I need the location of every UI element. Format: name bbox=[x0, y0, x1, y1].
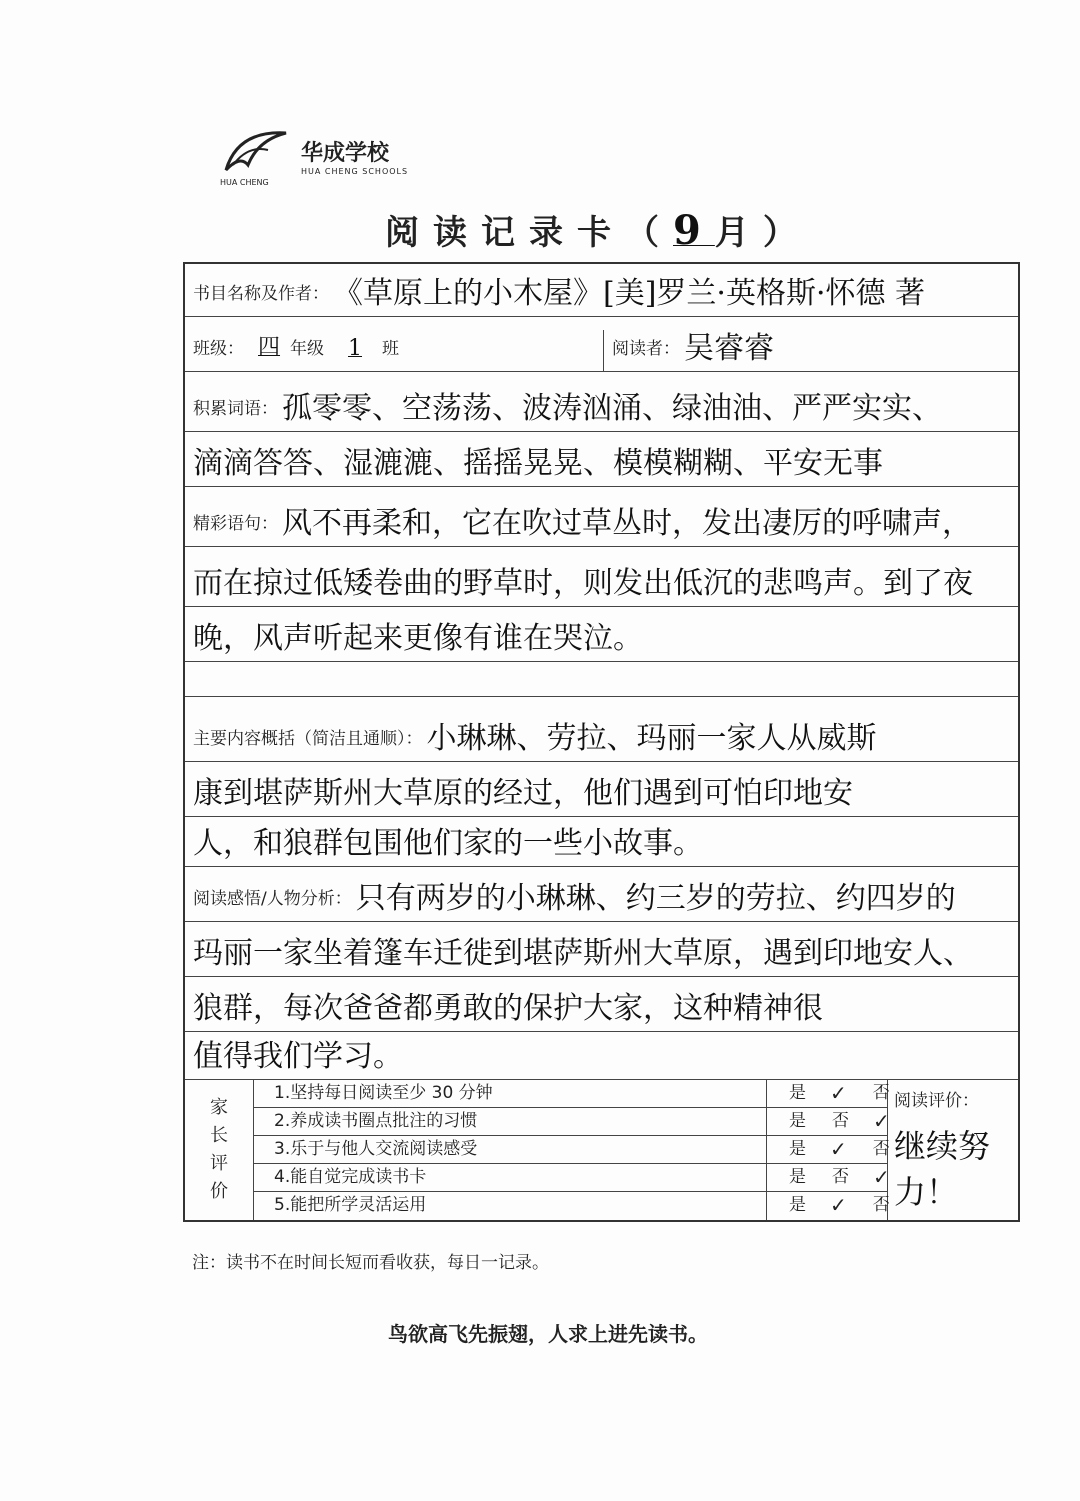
summary-row bbox=[185, 697, 1018, 762]
reading-review bbox=[888, 1080, 1018, 1220]
parent-eval-label: 家 长 评 价 bbox=[185, 1080, 254, 1220]
book-row bbox=[185, 264, 1018, 317]
feelings-row bbox=[185, 1032, 1018, 1080]
feelings-line: 狼群，每次爸爸都勇敢的保护大家，这种精神很 bbox=[193, 991, 823, 1026]
grade-label: 年级 bbox=[290, 339, 325, 359]
words-row bbox=[185, 432, 1018, 487]
class-row bbox=[185, 317, 1018, 372]
summary-row bbox=[185, 762, 1018, 817]
summary-line: 小琳琳、劳拉、玛丽一家人从威斯 bbox=[426, 721, 877, 756]
school-name-en: HUA CHENG SCHOOLS bbox=[301, 167, 409, 176]
card-title: 阅读记录卡（9月） bbox=[385, 207, 811, 254]
yes-no-row: 是 否 ✓ bbox=[767, 1108, 887, 1136]
reader-label: 阅读者： bbox=[612, 339, 680, 359]
class-label: 班级： bbox=[193, 339, 244, 359]
yes-no-column bbox=[767, 1080, 888, 1220]
words-line: 孤零零、空荡荡、波涛汹涌、绿油油、严严实实、 bbox=[282, 391, 942, 426]
dove-logo-icon bbox=[218, 125, 293, 187]
words-label: 积累词语： bbox=[193, 399, 278, 419]
feelings-row bbox=[185, 922, 1018, 977]
yes-no-row: 是 否 ✓ bbox=[767, 1164, 887, 1192]
eval-item: 1.坚持每日阅读至少 30 分钟 bbox=[254, 1080, 766, 1108]
parent-evaluation bbox=[185, 1080, 1018, 1220]
summary-label: 主要内容概括（简洁且通顺）： bbox=[193, 729, 423, 749]
check-mark-icon: ✓ bbox=[830, 1193, 847, 1217]
eval-item: 5.能把所学灵活运用 bbox=[274, 1195, 427, 1215]
review-label: 阅读评价： bbox=[894, 1091, 979, 1111]
eval-item: 2.养成读书圈点批注的习惯 bbox=[254, 1108, 766, 1136]
feelings-row bbox=[185, 867, 1018, 922]
sentences-row bbox=[185, 607, 1018, 662]
book-label: 书目名称及作者： bbox=[193, 284, 329, 304]
record-table bbox=[183, 262, 1020, 1222]
feelings-line: 玛丽一家坐着篷车迁徙到堪萨斯州大草原，遇到印地安人、 bbox=[193, 936, 973, 971]
motto: 鸟欲高飞先振翅，人求上进先读书。 bbox=[388, 1322, 708, 1346]
svg-text:HUA CHENG: HUA CHENG bbox=[220, 178, 269, 187]
eval-items bbox=[254, 1080, 767, 1220]
summary-row bbox=[185, 817, 1018, 867]
yes-no-row: 是 ✓ 否 bbox=[767, 1080, 887, 1108]
book-value: 《草原上的小木屋》[美]罗兰·英格斯·怀德 著 bbox=[333, 276, 926, 311]
sentences-line: 晚，风声听起来更像有谁在哭泣。 bbox=[193, 621, 643, 656]
yes-no-row: 是 ✓ 否 bbox=[767, 1136, 887, 1164]
check-mark-icon: ✓ bbox=[873, 1165, 890, 1189]
class-suffix: 班 bbox=[382, 339, 400, 359]
grade-value: 四 bbox=[258, 335, 281, 360]
feelings-line: 只有两岁的小琳琳、约三岁的劳拉、约四岁的 bbox=[355, 881, 956, 916]
sentences-row bbox=[185, 662, 1018, 697]
eval-item: 3.乐于与他人交流阅读感受 bbox=[254, 1136, 766, 1164]
feelings-line: 值得我们学习。 bbox=[193, 1039, 403, 1074]
words-row bbox=[185, 372, 1018, 432]
feelings-row bbox=[185, 977, 1018, 1032]
school-logo bbox=[218, 125, 408, 187]
words-line: 滴滴答答、湿漉漉、摇摇晃晃、模模糊糊、平安无事 bbox=[193, 446, 883, 481]
school-name: 华成学校 bbox=[301, 141, 390, 166]
reader-name: 吴睿睿 bbox=[684, 331, 774, 366]
sentences-line: 风不再柔和，它在吹过草丛时，发出凄厉的呼啸声， bbox=[282, 506, 972, 541]
sentences-label: 精彩语句： bbox=[193, 514, 278, 534]
check-mark-icon: ✓ bbox=[873, 1109, 890, 1133]
footnote: 注：读书不在时间长短而看收获，每日一记录。 bbox=[192, 1253, 549, 1273]
feelings-label: 阅读感悟/人物分析： bbox=[193, 889, 352, 909]
check-mark-icon: ✓ bbox=[830, 1081, 847, 1105]
sentences-row bbox=[185, 547, 1018, 607]
sentences-line: 而在掠过低矮卷曲的野草时，则发出低沉的悲鸣声。到了夜 bbox=[193, 566, 973, 601]
check-mark-icon: ✓ bbox=[830, 1137, 847, 1161]
summary-line: 人，和狼群包围他们家的一些小故事。 bbox=[193, 826, 703, 861]
month-value: 9 bbox=[673, 207, 715, 254]
summary-line: 康到堪萨斯州大草原的经过，他们遇到可怕印地安 bbox=[193, 776, 853, 811]
eval-item: 4.能自觉完成读书卡 bbox=[254, 1164, 766, 1192]
review-text: 继续努力！ bbox=[894, 1127, 991, 1211]
class-value: 1 bbox=[348, 336, 363, 361]
yes-no-row: 是 ✓ 否 bbox=[767, 1192, 887, 1220]
sentences-row bbox=[185, 487, 1018, 547]
